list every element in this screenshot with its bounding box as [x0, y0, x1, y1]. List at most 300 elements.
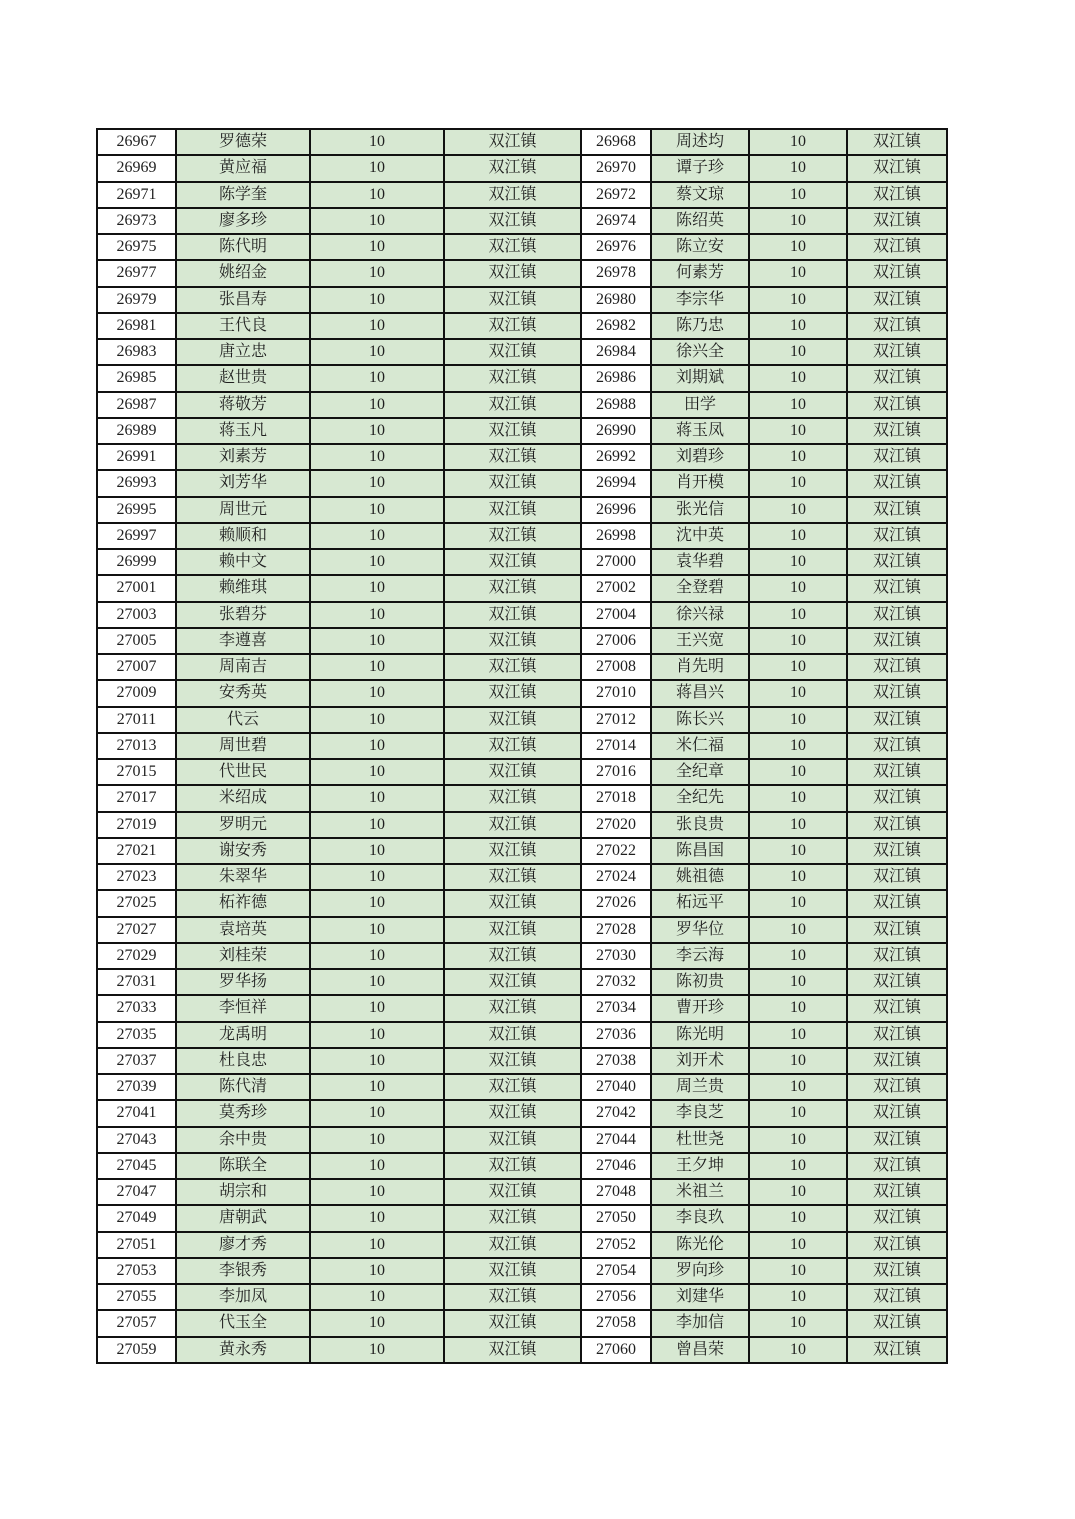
cell-id-right: 27012 [581, 707, 651, 733]
cell-id-left: 27021 [97, 838, 176, 864]
cell-town-left: 双江镇 [444, 339, 581, 365]
cell-town-left: 双江镇 [444, 1310, 581, 1336]
cell-value-left: 10 [310, 155, 444, 181]
cell-town-right: 双江镇 [847, 602, 947, 628]
cell-name-left: 唐朝武 [176, 1205, 310, 1231]
cell-name-left: 代世民 [176, 759, 310, 785]
cell-value-right: 10 [749, 1310, 847, 1336]
cell-value-right: 10 [749, 864, 847, 890]
cell-id-right: 27002 [581, 575, 651, 601]
cell-name-left: 陈代明 [176, 234, 310, 260]
cell-id-right: 26970 [581, 155, 651, 181]
cell-value-left: 10 [310, 1179, 444, 1205]
cell-name-right: 刘碧珍 [651, 444, 749, 470]
cell-name-left: 黄永秀 [176, 1337, 310, 1363]
cell-value-left: 10 [310, 969, 444, 995]
cell-town-left: 双江镇 [444, 575, 581, 601]
cell-value-left: 10 [310, 339, 444, 365]
cell-value-left: 10 [310, 208, 444, 234]
cell-name-right: 张良贵 [651, 812, 749, 838]
cell-name-left: 廖才秀 [176, 1232, 310, 1258]
cell-value-left: 10 [310, 1127, 444, 1153]
cell-town-right: 双江镇 [847, 812, 947, 838]
cell-name-left: 赖维琪 [176, 575, 310, 601]
cell-id-left: 27009 [97, 680, 176, 706]
cell-name-right: 徐兴禄 [651, 602, 749, 628]
cell-name-left: 杜良忠 [176, 1048, 310, 1074]
cell-value-right: 10 [749, 1048, 847, 1074]
cell-id-right: 26980 [581, 287, 651, 313]
cell-value-left: 10 [310, 365, 444, 391]
table-row [97, 287, 947, 313]
cell-name-right: 张光信 [651, 497, 749, 523]
cell-name-left: 蒋玉凡 [176, 418, 310, 444]
cell-town-right: 双江镇 [847, 1153, 947, 1179]
cell-town-left: 双江镇 [444, 287, 581, 313]
cell-id-left: 27005 [97, 628, 176, 654]
cell-name-right: 王兴宽 [651, 628, 749, 654]
cell-name-left: 罗华扬 [176, 969, 310, 995]
cell-value-right: 10 [749, 785, 847, 811]
cell-id-right: 27010 [581, 680, 651, 706]
cell-town-left: 双江镇 [444, 1179, 581, 1205]
cell-town-left: 双江镇 [444, 1205, 581, 1231]
cell-town-left: 双江镇 [444, 1127, 581, 1153]
cell-name-right: 李良玖 [651, 1205, 749, 1231]
cell-value-left: 10 [310, 812, 444, 838]
roster-table [96, 128, 948, 1364]
cell-id-right: 26984 [581, 339, 651, 365]
cell-town-left: 双江镇 [444, 208, 581, 234]
table-row [97, 995, 947, 1021]
cell-value-right: 10 [749, 812, 847, 838]
cell-id-right: 27024 [581, 864, 651, 890]
cell-town-right: 双江镇 [847, 680, 947, 706]
cell-name-left: 余中贵 [176, 1127, 310, 1153]
cell-town-right: 双江镇 [847, 208, 947, 234]
cell-id-left: 27055 [97, 1284, 176, 1310]
cell-id-left: 26969 [97, 155, 176, 181]
cell-id-right: 26998 [581, 523, 651, 549]
cell-value-left: 10 [310, 287, 444, 313]
cell-town-left: 双江镇 [444, 1048, 581, 1074]
cell-id-left: 27043 [97, 1127, 176, 1153]
table-row [97, 1258, 947, 1284]
cell-name-left: 周南吉 [176, 654, 310, 680]
cell-id-left: 26987 [97, 392, 176, 418]
cell-name-right: 陈长兴 [651, 707, 749, 733]
cell-value-left: 10 [310, 838, 444, 864]
cell-id-right: 27008 [581, 654, 651, 680]
cell-town-left: 双江镇 [444, 733, 581, 759]
cell-town-left: 双江镇 [444, 234, 581, 260]
cell-town-left: 双江镇 [444, 654, 581, 680]
cell-id-left: 27035 [97, 1022, 176, 1048]
cell-name-left: 朱翠华 [176, 864, 310, 890]
cell-id-right: 26988 [581, 392, 651, 418]
cell-value-right: 10 [749, 549, 847, 575]
table-row [97, 182, 947, 208]
cell-town-right: 双江镇 [847, 549, 947, 575]
cell-id-left: 26973 [97, 208, 176, 234]
cell-town-left: 双江镇 [444, 680, 581, 706]
cell-town-left: 双江镇 [444, 392, 581, 418]
cell-town-right: 双江镇 [847, 155, 947, 181]
cell-id-left: 26999 [97, 549, 176, 575]
cell-value-left: 10 [310, 182, 444, 208]
cell-name-left: 李加凤 [176, 1284, 310, 1310]
cell-value-left: 10 [310, 785, 444, 811]
cell-name-left: 代云 [176, 707, 310, 733]
cell-id-left: 27057 [97, 1310, 176, 1336]
cell-value-left: 10 [310, 1074, 444, 1100]
cell-town-right: 双江镇 [847, 1100, 947, 1126]
cell-town-right: 双江镇 [847, 995, 947, 1021]
table-row [97, 1022, 947, 1048]
cell-id-right: 27028 [581, 917, 651, 943]
cell-town-left: 双江镇 [444, 182, 581, 208]
cell-id-left: 27047 [97, 1179, 176, 1205]
cell-name-right: 肖先明 [651, 654, 749, 680]
cell-town-right: 双江镇 [847, 759, 947, 785]
cell-id-right: 27034 [581, 995, 651, 1021]
cell-value-left: 10 [310, 628, 444, 654]
cell-value-left: 10 [310, 549, 444, 575]
cell-town-right: 双江镇 [847, 1127, 947, 1153]
cell-value-right: 10 [749, 943, 847, 969]
table-row [97, 575, 947, 601]
cell-town-right: 双江镇 [847, 864, 947, 890]
cell-town-right: 双江镇 [847, 785, 947, 811]
cell-value-right: 10 [749, 759, 847, 785]
cell-id-right: 27022 [581, 838, 651, 864]
cell-id-left: 27031 [97, 969, 176, 995]
table-row [97, 392, 947, 418]
cell-id-right: 26986 [581, 365, 651, 391]
cell-name-right: 罗华位 [651, 917, 749, 943]
cell-value-right: 10 [749, 444, 847, 470]
cell-value-left: 10 [310, 654, 444, 680]
cell-name-right: 田学 [651, 392, 749, 418]
cell-value-left: 10 [310, 864, 444, 890]
cell-name-right: 米祖兰 [651, 1179, 749, 1205]
cell-value-right: 10 [749, 392, 847, 418]
cell-town-right: 双江镇 [847, 1205, 947, 1231]
cell-name-right: 刘期斌 [651, 365, 749, 391]
cell-name-right: 曹开珍 [651, 995, 749, 1021]
cell-name-left: 安秀英 [176, 680, 310, 706]
cell-value-right: 10 [749, 313, 847, 339]
cell-id-left: 27059 [97, 1337, 176, 1363]
table-row [97, 943, 947, 969]
cell-name-right: 袁华碧 [651, 549, 749, 575]
table-row [97, 890, 947, 916]
cell-town-left: 双江镇 [444, 497, 581, 523]
cell-value-right: 10 [749, 1153, 847, 1179]
cell-town-left: 双江镇 [444, 785, 581, 811]
table-row [97, 1048, 947, 1074]
cell-name-right: 全纪先 [651, 785, 749, 811]
table-row [97, 313, 947, 339]
table-row [97, 1205, 947, 1231]
table-row [97, 234, 947, 260]
cell-id-right: 27040 [581, 1074, 651, 1100]
cell-id-left: 27017 [97, 785, 176, 811]
cell-value-right: 10 [749, 234, 847, 260]
cell-id-left: 27019 [97, 812, 176, 838]
cell-name-left: 张碧芬 [176, 602, 310, 628]
cell-name-left: 谢安秀 [176, 838, 310, 864]
cell-id-right: 27020 [581, 812, 651, 838]
cell-id-left: 27015 [97, 759, 176, 785]
cell-value-left: 10 [310, 497, 444, 523]
cell-town-left: 双江镇 [444, 917, 581, 943]
cell-id-right: 26976 [581, 234, 651, 260]
cell-name-right: 罗向珍 [651, 1258, 749, 1284]
cell-value-left: 10 [310, 733, 444, 759]
cell-id-right: 26996 [581, 497, 651, 523]
cell-town-left: 双江镇 [444, 602, 581, 628]
cell-name-left: 周世元 [176, 497, 310, 523]
cell-name-left: 龙禹明 [176, 1022, 310, 1048]
cell-id-right: 27014 [581, 733, 651, 759]
cell-town-right: 双江镇 [847, 1337, 947, 1363]
cell-town-left: 双江镇 [444, 995, 581, 1021]
cell-name-right: 蔡文琼 [651, 182, 749, 208]
cell-town-left: 双江镇 [444, 470, 581, 496]
cell-name-right: 陈昌国 [651, 838, 749, 864]
cell-value-right: 10 [749, 208, 847, 234]
cell-town-right: 双江镇 [847, 418, 947, 444]
cell-value-right: 10 [749, 470, 847, 496]
cell-id-left: 27039 [97, 1074, 176, 1100]
cell-value-left: 10 [310, 260, 444, 286]
cell-id-right: 26992 [581, 444, 651, 470]
cell-town-right: 双江镇 [847, 260, 947, 286]
cell-town-right: 双江镇 [847, 287, 947, 313]
cell-name-right: 蒋昌兴 [651, 680, 749, 706]
cell-name-right: 蒋玉凤 [651, 418, 749, 444]
cell-id-right: 27004 [581, 602, 651, 628]
cell-name-left: 柘祚德 [176, 890, 310, 916]
cell-value-right: 10 [749, 890, 847, 916]
cell-id-right: 27060 [581, 1337, 651, 1363]
cell-name-right: 全登碧 [651, 575, 749, 601]
table-row [97, 707, 947, 733]
cell-id-left: 27037 [97, 1048, 176, 1074]
table-row [97, 1284, 947, 1310]
cell-value-right: 10 [749, 1179, 847, 1205]
cell-id-right: 26968 [581, 129, 651, 155]
cell-name-right: 陈立安 [651, 234, 749, 260]
cell-value-left: 10 [310, 575, 444, 601]
cell-id-left: 27041 [97, 1100, 176, 1126]
cell-name-right: 李宗华 [651, 287, 749, 313]
cell-value-right: 10 [749, 523, 847, 549]
cell-id-right: 27036 [581, 1022, 651, 1048]
cell-id-left: 26993 [97, 470, 176, 496]
cell-town-left: 双江镇 [444, 969, 581, 995]
cell-town-left: 双江镇 [444, 890, 581, 916]
table-row [97, 497, 947, 523]
table-row [97, 1232, 947, 1258]
cell-id-left: 27027 [97, 917, 176, 943]
table-row [97, 523, 947, 549]
cell-name-right: 徐兴全 [651, 339, 749, 365]
cell-town-right: 双江镇 [847, 339, 947, 365]
cell-name-right: 陈光伦 [651, 1232, 749, 1258]
cell-value-right: 10 [749, 497, 847, 523]
cell-town-left: 双江镇 [444, 707, 581, 733]
cell-town-left: 双江镇 [444, 418, 581, 444]
cell-value-right: 10 [749, 287, 847, 313]
cell-name-right: 全纪章 [651, 759, 749, 785]
cell-town-right: 双江镇 [847, 1232, 947, 1258]
cell-id-right: 26990 [581, 418, 651, 444]
cell-town-right: 双江镇 [847, 575, 947, 601]
cell-id-right: 27058 [581, 1310, 651, 1336]
cell-value-right: 10 [749, 628, 847, 654]
cell-id-right: 27044 [581, 1127, 651, 1153]
table-row [97, 969, 947, 995]
cell-id-left: 26983 [97, 339, 176, 365]
cell-town-right: 双江镇 [847, 838, 947, 864]
cell-town-left: 双江镇 [444, 523, 581, 549]
cell-id-right: 26982 [581, 313, 651, 339]
cell-town-left: 双江镇 [444, 1153, 581, 1179]
cell-town-right: 双江镇 [847, 313, 947, 339]
cell-town-left: 双江镇 [444, 864, 581, 890]
cell-name-left: 刘桂荣 [176, 943, 310, 969]
cell-value-right: 10 [749, 707, 847, 733]
cell-value-left: 10 [310, 1310, 444, 1336]
cell-town-right: 双江镇 [847, 1179, 947, 1205]
cell-town-left: 双江镇 [444, 365, 581, 391]
cell-value-right: 10 [749, 1232, 847, 1258]
cell-value-right: 10 [749, 1127, 847, 1153]
cell-name-left: 李遵喜 [176, 628, 310, 654]
table-row [97, 917, 947, 943]
cell-name-left: 陈学奎 [176, 182, 310, 208]
cell-name-right: 米仁福 [651, 733, 749, 759]
cell-name-right: 李云海 [651, 943, 749, 969]
cell-name-right: 陈初贵 [651, 969, 749, 995]
cell-value-right: 10 [749, 654, 847, 680]
cell-id-left: 26989 [97, 418, 176, 444]
cell-name-left: 姚绍金 [176, 260, 310, 286]
cell-town-left: 双江镇 [444, 812, 581, 838]
cell-name-left: 李恒祥 [176, 995, 310, 1021]
cell-id-left: 27029 [97, 943, 176, 969]
cell-id-left: 27023 [97, 864, 176, 890]
cell-id-right: 27056 [581, 1284, 651, 1310]
cell-name-right: 曾昌荣 [651, 1337, 749, 1363]
cell-town-left: 双江镇 [444, 313, 581, 339]
table-row [97, 1179, 947, 1205]
table-row [97, 602, 947, 628]
cell-value-right: 10 [749, 1100, 847, 1126]
table-row [97, 864, 947, 890]
cell-value-right: 10 [749, 1284, 847, 1310]
cell-id-right: 27050 [581, 1205, 651, 1231]
cell-name-left: 罗德荣 [176, 129, 310, 155]
table-row [97, 1100, 947, 1126]
table-row [97, 654, 947, 680]
table-row [97, 759, 947, 785]
cell-name-right: 肖开模 [651, 470, 749, 496]
table-row [97, 1310, 947, 1336]
cell-value-left: 10 [310, 1022, 444, 1048]
cell-name-right: 杜世尧 [651, 1127, 749, 1153]
cell-town-left: 双江镇 [444, 1284, 581, 1310]
cell-town-left: 双江镇 [444, 759, 581, 785]
cell-value-left: 10 [310, 392, 444, 418]
cell-name-right: 陈绍英 [651, 208, 749, 234]
table-row [97, 680, 947, 706]
cell-value-right: 10 [749, 155, 847, 181]
cell-name-right: 陈乃忠 [651, 313, 749, 339]
cell-id-left: 26985 [97, 365, 176, 391]
table-row [97, 1337, 947, 1363]
cell-value-left: 10 [310, 1100, 444, 1126]
cell-name-left: 廖多珍 [176, 208, 310, 234]
table-row [97, 365, 947, 391]
cell-value-right: 10 [749, 969, 847, 995]
cell-id-left: 26979 [97, 287, 176, 313]
cell-value-left: 10 [310, 759, 444, 785]
cell-id-left: 27013 [97, 733, 176, 759]
cell-id-left: 27011 [97, 707, 176, 733]
table-row [97, 1074, 947, 1100]
cell-id-left: 26971 [97, 182, 176, 208]
cell-id-right: 27006 [581, 628, 651, 654]
cell-id-left: 27049 [97, 1205, 176, 1231]
cell-value-right: 10 [749, 602, 847, 628]
cell-name-left: 胡宗和 [176, 1179, 310, 1205]
table-row [97, 208, 947, 234]
cell-name-left: 刘素芳 [176, 444, 310, 470]
cell-town-right: 双江镇 [847, 890, 947, 916]
table-row [97, 812, 947, 838]
cell-name-left: 唐立忠 [176, 339, 310, 365]
cell-town-right: 双江镇 [847, 1258, 947, 1284]
cell-value-right: 10 [749, 680, 847, 706]
cell-value-left: 10 [310, 1205, 444, 1231]
cell-name-left: 蒋敬芳 [176, 392, 310, 418]
table-row [97, 470, 947, 496]
cell-name-left: 陈联全 [176, 1153, 310, 1179]
cell-value-right: 10 [749, 838, 847, 864]
cell-id-left: 27051 [97, 1232, 176, 1258]
cell-town-right: 双江镇 [847, 444, 947, 470]
table-body [97, 129, 947, 1363]
table-row [97, 838, 947, 864]
cell-name-left: 代玉全 [176, 1310, 310, 1336]
cell-value-left: 10 [310, 1048, 444, 1074]
cell-id-right: 27000 [581, 549, 651, 575]
cell-town-left: 双江镇 [444, 549, 581, 575]
cell-value-left: 10 [310, 1232, 444, 1258]
cell-id-right: 27018 [581, 785, 651, 811]
cell-value-left: 10 [310, 1337, 444, 1363]
cell-town-right: 双江镇 [847, 365, 947, 391]
cell-town-right: 双江镇 [847, 1284, 947, 1310]
cell-value-right: 10 [749, 1022, 847, 1048]
cell-town-right: 双江镇 [847, 234, 947, 260]
cell-value-right: 10 [749, 1337, 847, 1363]
cell-town-left: 双江镇 [444, 1022, 581, 1048]
cell-name-right: 李加信 [651, 1310, 749, 1336]
